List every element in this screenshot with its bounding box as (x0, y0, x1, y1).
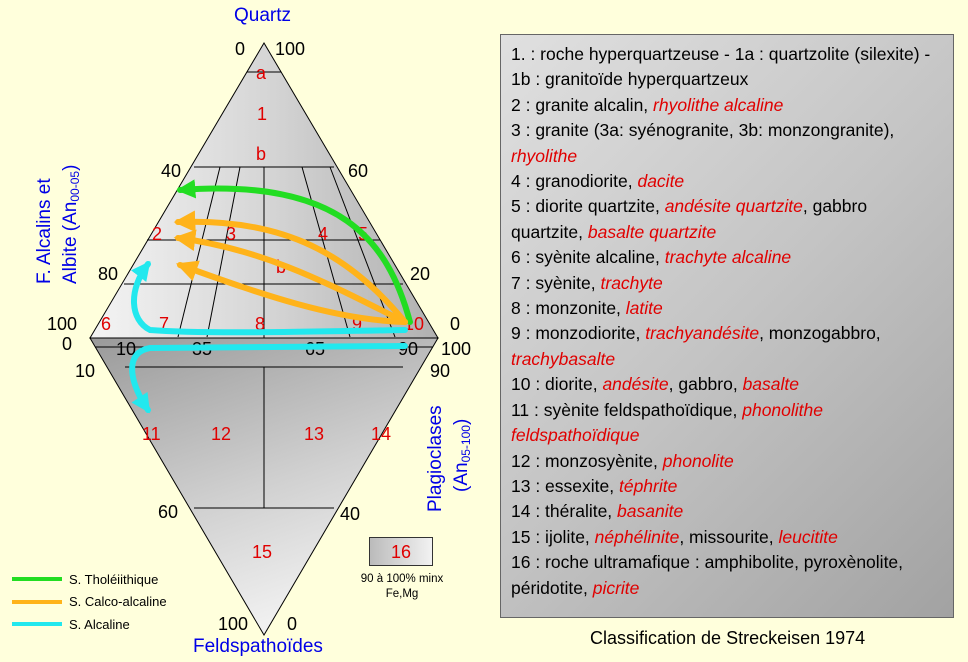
legend-text: 10 : diorite, (511, 374, 603, 395)
svg-text:15: 15 (252, 542, 273, 562)
tholeiitic-swatch (12, 577, 62, 581)
volcanic-rock-name: téphrite (618, 475, 678, 496)
legend-text: 7 : syènite, (511, 272, 601, 293)
legend-text: 3 : granite (3a: syénogranite, 3b: monzongranite), (511, 120, 895, 141)
legend-text: , missourite, (679, 526, 779, 547)
legend-entry (511, 194, 943, 245)
svg-text:9: 9 (352, 314, 363, 334)
series-legend (12, 568, 167, 636)
legend-entry (511, 42, 943, 93)
svg-text:100: 100 (47, 314, 78, 334)
legend-entry (511, 449, 943, 474)
alkaline-swatch (12, 622, 62, 626)
legend-entry (511, 245, 943, 270)
volcanic-rock-name: rhyolithe (511, 145, 578, 166)
legend-text: 5 : diorite quartzite, (511, 196, 665, 217)
svg-text:0: 0 (62, 334, 73, 354)
legend-text: 11 : syènite feldspathoïdique, (511, 399, 743, 420)
legend-text: 9 : monzodiorite, (511, 323, 646, 344)
svg-text:60: 60 (158, 502, 179, 522)
legend-text: 8 : monzonite, (511, 298, 626, 319)
svg-text:35: 35 (192, 339, 213, 359)
rock-legend-panel (500, 34, 954, 618)
field-16-note: 90 à 100% minx Fe,Mg (360, 573, 444, 600)
legend-text: 1. : roche hyperquartzeuse - 1a : quartzolite (silexite) - 1b : granitoïde hyperquartzeux (511, 44, 931, 90)
volcanic-rock-name: dacite (637, 171, 685, 192)
svg-text:60: 60 (348, 161, 369, 181)
svg-text:4: 4 (318, 224, 329, 244)
volcanic-rock-name: basanite (617, 501, 684, 522)
legend-text: , monzogabbro, (759, 323, 881, 344)
svg-text:14: 14 (371, 424, 392, 444)
svg-text:80: 80 (98, 264, 119, 284)
field-16-box: 16 (369, 537, 433, 566)
legend-entry (511, 499, 943, 524)
legend-text: , gabbro, (668, 374, 743, 395)
svg-text:12: 12 (211, 424, 232, 444)
svg-text:100: 100 (218, 614, 249, 634)
volcanic-rock-name: trachyandésite (645, 323, 760, 344)
svg-text:Plagioclases: Plagioclases (425, 405, 446, 512)
svg-text:0: 0 (450, 314, 461, 334)
volcanic-rock-name: trachyte (600, 272, 663, 293)
figure-caption: Classification de Streckeisen 1974 (590, 628, 866, 648)
svg-text:20: 20 (410, 264, 431, 284)
legend-text: 4 : granodiorite, (511, 171, 638, 192)
svg-text:(An05-100): (An05-100) (451, 418, 473, 492)
legend-text: 13 : essexite, (511, 475, 619, 496)
volcanic-rock-name: latite (625, 298, 663, 319)
svg-text:10: 10 (404, 314, 425, 334)
apex-alkali-feldspar (34, 165, 82, 284)
volcanic-rock-name: basalte quartzite (587, 221, 717, 242)
volcanic-rock-name: leucitite (778, 526, 838, 547)
series-legend-item (12, 613, 167, 636)
svg-text:5: 5 (358, 224, 369, 244)
legend-text: 15 : ijolite, (511, 526, 595, 547)
volcanic-rock-name: andésite quartzite (664, 196, 803, 217)
legend-entry (511, 398, 943, 449)
calc-alkaline-swatch (12, 600, 62, 604)
series-legend-label: S. Alcaline (69, 616, 130, 632)
volcanic-rock-name: néphélinite (594, 526, 680, 547)
svg-text:40: 40 (161, 161, 182, 181)
svg-text:10: 10 (116, 339, 137, 359)
apex-quartz: Quartz (234, 5, 292, 26)
svg-text:40: 40 (340, 504, 361, 524)
legend-text: 2 : granite alcalin, (511, 94, 654, 115)
legend-text: 16 : roche ultramafique : amphibolite, pyroxènolite, péridotite, (511, 552, 904, 598)
legend-entry (511, 321, 943, 372)
legend-entry (511, 169, 943, 194)
svg-text:6: 6 (101, 314, 112, 334)
svg-text:0: 0 (287, 614, 298, 634)
series-legend-label: S. Tholéiithique (69, 571, 159, 587)
legend-text: 12 : monzosyènite, (511, 450, 663, 471)
svg-text:10: 10 (75, 361, 96, 381)
legend-entry (511, 525, 943, 550)
volcanic-rock-name: rhyolithe alcaline (653, 94, 784, 115)
legend-entry (511, 550, 943, 601)
legend-entry (511, 372, 943, 397)
svg-text:3: 3 (226, 224, 237, 244)
svg-text:2: 2 (152, 224, 163, 244)
volcanic-rock-name: trachyte alcaline (664, 247, 792, 268)
apex-feldspathoids: Feldspathoïdes (193, 636, 323, 657)
apex-plagioclase (425, 405, 473, 512)
svg-text:b: b (256, 144, 267, 164)
legend-text: , gabbro quartzite, (511, 196, 868, 242)
svg-text:100: 100 (441, 339, 472, 359)
svg-text:a: a (256, 63, 267, 83)
svg-text:11: 11 (142, 424, 161, 444)
series-legend-item (12, 591, 167, 614)
legend-entry (511, 118, 943, 169)
svg-text:Albite (An00-05): Albite (An00-05) (60, 164, 82, 284)
legend-entry (511, 474, 943, 499)
svg-text:13: 13 (304, 424, 325, 444)
legend-text: 6 : syènite alcaline, (511, 247, 665, 268)
svg-text:0: 0 (235, 39, 246, 59)
volcanic-rock-name: picrite (592, 577, 640, 598)
volcanic-rock-name: phonolite (662, 450, 734, 471)
volcanic-rock-name: andésite (602, 374, 669, 395)
svg-text:F. Alcalins et: F. Alcalins et (34, 178, 55, 284)
legend-text: 14 : théralite, (511, 501, 618, 522)
svg-text:7: 7 (159, 314, 170, 334)
svg-text:8: 8 (255, 314, 266, 334)
legend-entry (511, 271, 943, 296)
volcanic-rock-name: phonolithe feldspathoïdique (511, 399, 824, 446)
legend-entry (511, 93, 943, 118)
svg-text:90: 90 (398, 339, 419, 359)
series-legend-item (12, 568, 167, 591)
svg-text:65: 65 (305, 339, 326, 359)
svg-text:100: 100 (275, 39, 306, 59)
series-legend-label: S. Calco-alcaline (69, 594, 167, 610)
volcanic-rock-name: basalte (742, 374, 800, 395)
svg-text:90: 90 (430, 361, 451, 381)
legend-entry (511, 296, 943, 321)
volcanic-rock-name: trachybasalte (511, 348, 616, 369)
svg-text:1: 1 (257, 104, 268, 124)
svg-text:b: b (276, 257, 287, 277)
